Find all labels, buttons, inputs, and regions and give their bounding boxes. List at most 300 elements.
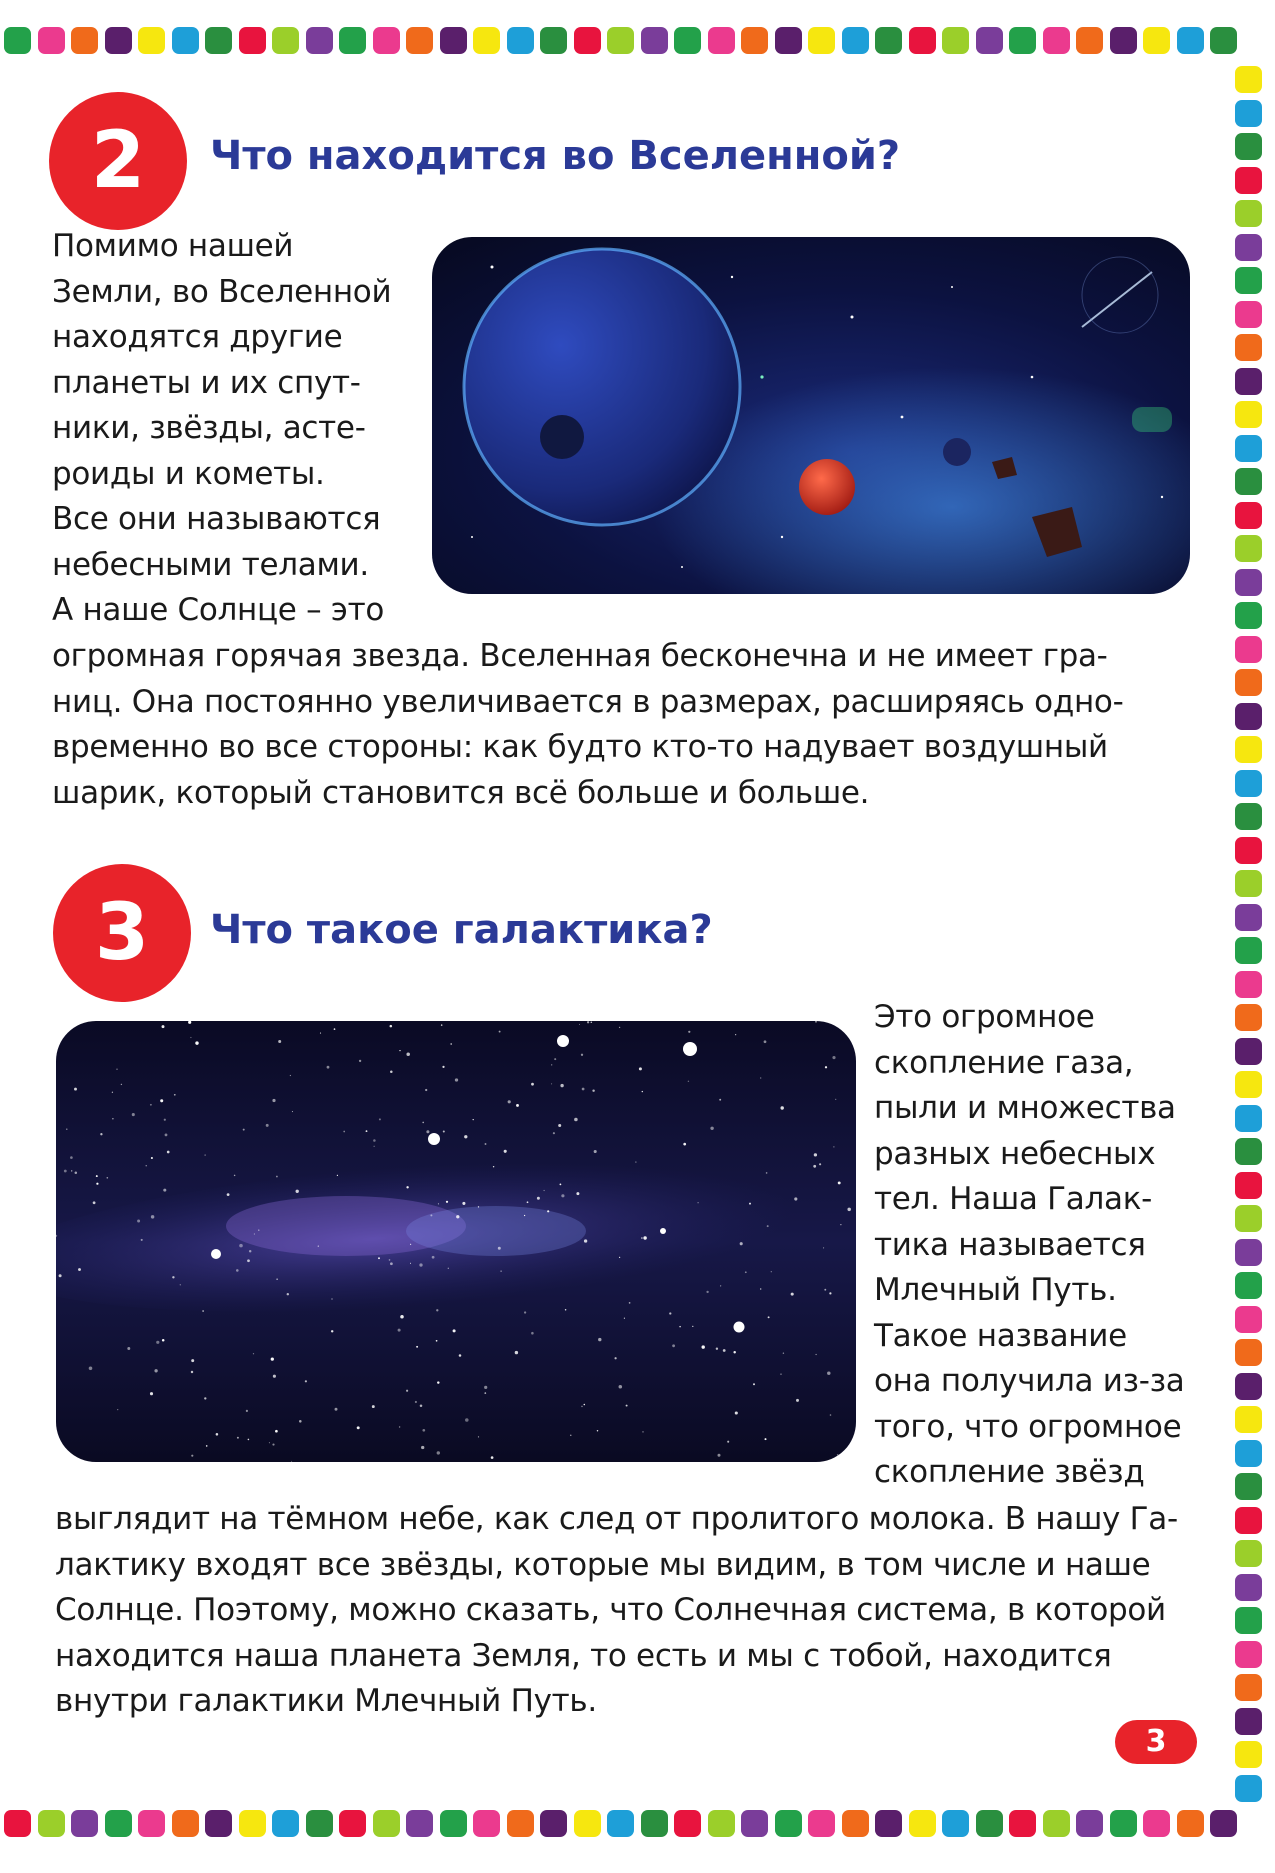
star-dot bbox=[89, 1367, 93, 1371]
border-square bbox=[1235, 401, 1262, 428]
border-square bbox=[708, 1810, 735, 1837]
star-dot bbox=[96, 1175, 98, 1177]
section-3-number-badge bbox=[53, 864, 191, 1002]
border-square bbox=[1235, 569, 1262, 596]
star-dot bbox=[137, 1220, 140, 1223]
star-dot bbox=[112, 1118, 113, 1119]
section-3-number: 3 bbox=[94, 888, 150, 978]
star-dot bbox=[574, 1118, 578, 1122]
star-dot bbox=[276, 1279, 277, 1280]
star-dot bbox=[112, 1092, 113, 1093]
star-dot bbox=[422, 1429, 425, 1432]
star-dot bbox=[390, 1262, 393, 1265]
section-2-wrapped-text bbox=[52, 224, 391, 634]
border-square bbox=[1235, 1205, 1262, 1232]
star-dot bbox=[531, 1083, 534, 1086]
text-line: Такое название bbox=[874, 1317, 1127, 1354]
star-dot bbox=[141, 1239, 143, 1241]
star-dot bbox=[227, 1193, 230, 1196]
star-dot bbox=[626, 1405, 628, 1407]
star-dot bbox=[825, 1066, 827, 1068]
star-dot bbox=[357, 1426, 360, 1429]
star-dot bbox=[830, 1414, 832, 1416]
border-square bbox=[1210, 27, 1237, 54]
text-line: пыли и множества bbox=[874, 1090, 1176, 1126]
border-square bbox=[239, 1810, 266, 1837]
star-dot bbox=[740, 1242, 743, 1245]
star-dot bbox=[271, 1357, 274, 1360]
star-dot bbox=[598, 1338, 601, 1341]
star-dot bbox=[614, 1357, 616, 1359]
border-square bbox=[105, 27, 132, 54]
border-square bbox=[574, 1810, 601, 1837]
text-line: разных небесных bbox=[874, 1135, 1156, 1172]
star-dot bbox=[515, 1351, 518, 1354]
star-dot bbox=[146, 1165, 147, 1166]
border-square bbox=[540, 27, 567, 54]
page-number-badge bbox=[1115, 1720, 1197, 1764]
border-square bbox=[741, 1810, 768, 1837]
border-square bbox=[1235, 803, 1262, 830]
star-dot bbox=[234, 1175, 236, 1177]
border-square bbox=[339, 27, 366, 54]
star-dot bbox=[59, 1274, 62, 1277]
border-square bbox=[1235, 1138, 1262, 1165]
star-dot bbox=[236, 1269, 239, 1272]
star-dot bbox=[410, 1263, 411, 1264]
star-dot bbox=[702, 1345, 705, 1348]
star-dot bbox=[432, 1256, 435, 1259]
border-square bbox=[842, 1810, 869, 1837]
star-dot bbox=[272, 1444, 274, 1446]
star-dot bbox=[406, 1390, 408, 1392]
star-dot bbox=[160, 1099, 163, 1102]
star-dot bbox=[760, 1077, 761, 1078]
star-dot bbox=[107, 1177, 109, 1179]
border-square bbox=[1235, 1272, 1262, 1299]
star-dot bbox=[491, 1456, 494, 1459]
star-dot bbox=[430, 1214, 432, 1216]
star-dot bbox=[202, 1310, 204, 1312]
star-dot bbox=[278, 1040, 281, 1043]
border-square bbox=[38, 27, 65, 54]
star-dot bbox=[318, 1246, 319, 1247]
star-dot bbox=[379, 1118, 381, 1120]
border-square bbox=[1235, 1306, 1262, 1333]
star-dot bbox=[823, 1247, 824, 1248]
star-dot bbox=[592, 1089, 594, 1091]
border-square bbox=[1235, 904, 1262, 931]
star-dot bbox=[504, 1150, 507, 1153]
border-square bbox=[1143, 1810, 1170, 1837]
border-square bbox=[1235, 971, 1262, 998]
star-dot bbox=[399, 1426, 400, 1427]
star-dot bbox=[688, 1031, 690, 1033]
star-dot bbox=[216, 1433, 219, 1436]
border-square bbox=[1076, 27, 1103, 54]
star-dot bbox=[372, 1405, 375, 1408]
star-dot bbox=[768, 1316, 770, 1318]
star-dot bbox=[154, 1369, 157, 1372]
border-square bbox=[172, 1810, 199, 1837]
star-dot bbox=[448, 1268, 449, 1269]
border-square bbox=[1235, 133, 1262, 160]
star-dot bbox=[191, 1371, 193, 1373]
star-dot bbox=[760, 1288, 761, 1289]
star-dot bbox=[290, 1075, 291, 1076]
text-line: планеты и их спут- bbox=[52, 364, 361, 401]
space-planets-image bbox=[432, 237, 1190, 594]
star-dot bbox=[151, 1157, 153, 1159]
milky-way-image bbox=[56, 1021, 856, 1462]
border-square bbox=[1043, 1810, 1070, 1837]
text-line: Это огромное bbox=[874, 999, 1095, 1035]
star-dot bbox=[780, 1374, 781, 1375]
border-square bbox=[71, 1810, 98, 1837]
star-dot bbox=[121, 1084, 122, 1085]
star-dot bbox=[581, 1406, 583, 1408]
star-dot bbox=[629, 1302, 631, 1304]
text-line: ниц. Она постоянно увеличивается в размерах, расширяясь одно- bbox=[52, 683, 1124, 720]
text-line: скопление газа, bbox=[874, 1044, 1134, 1081]
star-dot bbox=[150, 1392, 153, 1395]
border-square bbox=[1235, 602, 1262, 629]
star-dot bbox=[485, 1143, 487, 1145]
text-line: роиды и кометы. bbox=[52, 455, 325, 492]
star-dot bbox=[524, 1311, 526, 1313]
text-line: выглядит на тёмном небе, как след от пролитого молока. В нашу Га- bbox=[55, 1501, 1178, 1537]
border-square bbox=[1235, 1373, 1262, 1400]
star-dot bbox=[390, 1070, 393, 1073]
star-dot bbox=[796, 1399, 799, 1402]
border-square bbox=[507, 27, 534, 54]
star-dot bbox=[765, 1438, 767, 1440]
star-dot bbox=[499, 1031, 501, 1033]
star-dot bbox=[669, 1312, 671, 1314]
star-dot bbox=[422, 1122, 424, 1124]
star-dot bbox=[833, 1146, 834, 1147]
star-dot bbox=[459, 1354, 462, 1357]
border-square bbox=[1235, 368, 1262, 395]
star-dot bbox=[389, 1259, 391, 1261]
border-square bbox=[1210, 1810, 1237, 1837]
border-square bbox=[1235, 1507, 1262, 1534]
border-square bbox=[1235, 167, 1262, 194]
border-square bbox=[607, 1810, 634, 1837]
border-square bbox=[1235, 1105, 1262, 1132]
star-dot bbox=[531, 1332, 534, 1335]
border-square bbox=[272, 1810, 299, 1837]
star-dot bbox=[619, 1385, 623, 1389]
star-dot bbox=[814, 1153, 817, 1156]
star-dot bbox=[74, 1088, 77, 1091]
border-square bbox=[4, 27, 31, 54]
star-dot bbox=[406, 1053, 410, 1057]
section-2-number-badge bbox=[49, 92, 187, 230]
section-2-number: 2 bbox=[90, 116, 146, 206]
star-dot bbox=[692, 1326, 693, 1327]
border-square bbox=[71, 27, 98, 54]
star-dot bbox=[437, 1451, 440, 1454]
star-dot bbox=[163, 1189, 166, 1192]
star-dot bbox=[254, 1233, 255, 1234]
star-dot bbox=[331, 1330, 333, 1332]
border-square bbox=[808, 27, 835, 54]
border-square bbox=[1235, 1004, 1262, 1031]
text-line: находятся другие bbox=[52, 319, 343, 355]
star-dot bbox=[643, 1236, 646, 1239]
star-dot bbox=[832, 1056, 835, 1059]
border-square bbox=[1177, 1810, 1204, 1837]
border-square bbox=[1235, 1071, 1262, 1098]
star-dot bbox=[735, 1411, 738, 1414]
star-dot bbox=[174, 1094, 176, 1096]
text-line: временно во все стороны: как будто кто-то надувает воздушный bbox=[52, 729, 1108, 765]
text-line: небесными телами. bbox=[52, 546, 369, 583]
border-square bbox=[1235, 870, 1262, 897]
text-line: скопление звёзд bbox=[874, 1454, 1145, 1490]
border-square bbox=[909, 27, 936, 54]
star-dot bbox=[745, 1271, 747, 1273]
star-dot bbox=[558, 1124, 561, 1127]
star-dot bbox=[813, 1165, 816, 1168]
border-square bbox=[138, 27, 165, 54]
border-square bbox=[540, 1810, 567, 1837]
border-square bbox=[942, 27, 969, 54]
border-square bbox=[574, 27, 601, 54]
border-square bbox=[339, 1810, 366, 1837]
star-dot bbox=[150, 1104, 152, 1106]
star-dot bbox=[287, 1293, 289, 1295]
border-square bbox=[1235, 301, 1262, 328]
star-dot bbox=[718, 1454, 721, 1457]
border-square bbox=[641, 27, 668, 54]
star-dot bbox=[442, 1066, 444, 1068]
border-square bbox=[942, 1810, 969, 1837]
border-square bbox=[1235, 736, 1262, 763]
star-dot bbox=[162, 1025, 165, 1028]
border-square bbox=[1235, 669, 1262, 696]
text-line: внутри галактики Млечный Путь. bbox=[55, 1683, 597, 1719]
star-dot bbox=[374, 1146, 375, 1147]
star-dot bbox=[835, 1099, 836, 1100]
border-square bbox=[105, 1810, 132, 1837]
border-square bbox=[775, 27, 802, 54]
star-dot bbox=[96, 1183, 98, 1185]
star-dot bbox=[167, 1151, 170, 1154]
star-dot bbox=[791, 1293, 794, 1296]
star-dot bbox=[594, 1150, 597, 1153]
border-square bbox=[1235, 1339, 1262, 1366]
star-dot bbox=[151, 1215, 154, 1218]
star-dot bbox=[426, 1130, 429, 1133]
star-dot bbox=[619, 1027, 620, 1028]
text-line: тел. Наша Галак- bbox=[874, 1181, 1152, 1217]
text-line: шарик, который становится всё больше и больше. bbox=[52, 774, 870, 811]
star-dot bbox=[419, 1263, 422, 1266]
star-dot bbox=[327, 1066, 330, 1069]
star-dot bbox=[436, 1309, 438, 1311]
star-dot bbox=[551, 1083, 552, 1084]
star-dot bbox=[292, 1111, 293, 1112]
border-square bbox=[239, 27, 266, 54]
star-dot bbox=[249, 1250, 251, 1252]
text-line: Земли, во Вселенной bbox=[52, 273, 392, 310]
star-dot bbox=[453, 1329, 456, 1332]
star-dot bbox=[443, 1130, 445, 1132]
star-dot bbox=[465, 1418, 469, 1422]
star-dot bbox=[116, 1069, 117, 1070]
star-dot bbox=[420, 1404, 423, 1407]
star-dot bbox=[71, 1170, 72, 1171]
star-dot bbox=[70, 1156, 73, 1159]
border-square bbox=[473, 1810, 500, 1837]
border-square bbox=[1235, 200, 1262, 227]
star-dot bbox=[581, 1054, 583, 1056]
star-dot bbox=[331, 1298, 332, 1299]
border-square bbox=[875, 27, 902, 54]
border-square bbox=[741, 27, 768, 54]
star-dot bbox=[247, 1259, 250, 1262]
border-square bbox=[976, 1810, 1003, 1837]
star-dot bbox=[688, 1081, 689, 1082]
star-dot bbox=[399, 1050, 400, 1051]
border-square bbox=[172, 27, 199, 54]
star-dot bbox=[624, 1318, 625, 1319]
star-dot bbox=[343, 1131, 345, 1133]
border-square bbox=[1009, 27, 1036, 54]
star-dot bbox=[679, 1326, 681, 1328]
border-square bbox=[1235, 1607, 1262, 1634]
border-square bbox=[406, 27, 433, 54]
star-dot bbox=[456, 1215, 459, 1218]
star-dot bbox=[291, 1461, 292, 1462]
border-square bbox=[1235, 1708, 1262, 1735]
star-dot bbox=[639, 1067, 642, 1070]
star-dot bbox=[582, 1088, 585, 1091]
star-dot bbox=[127, 1347, 130, 1350]
border-square bbox=[1235, 1473, 1262, 1500]
text-line: того, что огромное bbox=[874, 1408, 1182, 1445]
text-line: огромная горячая звезда. Вселенная бесконечна и не имеет гра- bbox=[52, 638, 1108, 674]
section-3-wrapped-text bbox=[874, 995, 1185, 1496]
border-square bbox=[1235, 1775, 1262, 1802]
border-square bbox=[1235, 1172, 1262, 1199]
star-dot bbox=[516, 1104, 519, 1107]
star-dot bbox=[117, 1409, 118, 1410]
star-dot bbox=[543, 1190, 544, 1191]
star-dot bbox=[837, 1454, 839, 1456]
section-3-full-text bbox=[55, 1497, 1178, 1725]
star-dot bbox=[635, 1162, 636, 1163]
border-square bbox=[976, 27, 1003, 54]
star-dot bbox=[584, 1404, 586, 1406]
border-square bbox=[373, 1810, 400, 1837]
star-dot bbox=[275, 1430, 278, 1433]
star-dot bbox=[719, 1099, 721, 1101]
text-line: А наше Солнце – это bbox=[52, 592, 385, 628]
star-dot bbox=[493, 1166, 494, 1167]
star-dot bbox=[421, 1446, 424, 1449]
border-square bbox=[1235, 1741, 1262, 1768]
border-square bbox=[1235, 535, 1262, 562]
border-square bbox=[1235, 435, 1262, 462]
star-dot bbox=[438, 1203, 439, 1204]
star-dot bbox=[100, 1133, 102, 1135]
star-dot bbox=[579, 1024, 580, 1025]
star-dot bbox=[246, 1410, 248, 1412]
star-dot bbox=[191, 1455, 193, 1457]
text-line: Помимо нашей bbox=[52, 228, 294, 264]
star-dot bbox=[840, 1224, 841, 1225]
border-square bbox=[272, 27, 299, 54]
star-dot bbox=[783, 1353, 784, 1354]
border-square bbox=[1143, 27, 1170, 54]
star-dot bbox=[172, 1276, 174, 1278]
border-square bbox=[4, 1810, 31, 1837]
star-dot bbox=[766, 1172, 768, 1174]
star-dot bbox=[551, 1064, 552, 1065]
star-dot bbox=[195, 1041, 198, 1044]
section-2-full-text bbox=[52, 634, 1123, 816]
border-square bbox=[1110, 1810, 1137, 1837]
star-dot bbox=[641, 1237, 643, 1239]
star-dot bbox=[587, 1021, 589, 1023]
border-square bbox=[875, 1810, 902, 1837]
star-dot bbox=[753, 1383, 755, 1385]
star-dot bbox=[446, 1201, 448, 1203]
star-dot bbox=[64, 1170, 67, 1173]
border-square bbox=[1177, 27, 1204, 54]
star-dot bbox=[683, 1143, 686, 1146]
border-square bbox=[1235, 837, 1262, 864]
border-square bbox=[909, 1810, 936, 1837]
border-square bbox=[306, 1810, 333, 1837]
text-line: Все они называются bbox=[52, 501, 381, 537]
star-dot bbox=[132, 1113, 135, 1116]
star-dot bbox=[273, 1375, 276, 1378]
star-dot bbox=[560, 1184, 562, 1186]
star-dot bbox=[248, 1439, 250, 1441]
star-dot bbox=[269, 1442, 270, 1443]
star-dot bbox=[462, 1202, 465, 1205]
star-dot bbox=[847, 1208, 850, 1211]
star-dot bbox=[642, 1091, 643, 1092]
star-dot bbox=[416, 1346, 418, 1348]
border-square bbox=[607, 27, 634, 54]
star-dot bbox=[819, 1163, 821, 1165]
star-dot bbox=[296, 1190, 299, 1193]
text-line: Солнце. Поэтому, можно сказать, что Солнечная система, в которой bbox=[55, 1592, 1166, 1628]
star-dot bbox=[398, 1329, 401, 1332]
star-dot bbox=[406, 1186, 408, 1188]
star-dot bbox=[299, 1420, 302, 1423]
border-square bbox=[1009, 1810, 1036, 1837]
border-square bbox=[1235, 703, 1262, 730]
star-dot bbox=[553, 1132, 555, 1134]
border-square bbox=[205, 27, 232, 54]
star-dot bbox=[484, 1386, 487, 1389]
star-dot bbox=[619, 1257, 620, 1258]
star-dot bbox=[576, 1192, 579, 1195]
star-dot bbox=[780, 1106, 783, 1109]
star-dot bbox=[723, 1349, 726, 1352]
star-dot bbox=[243, 1129, 245, 1131]
star-dot bbox=[410, 1244, 411, 1245]
star-dot bbox=[478, 1436, 479, 1437]
star-dot bbox=[276, 1176, 278, 1178]
border-square bbox=[440, 1810, 467, 1837]
